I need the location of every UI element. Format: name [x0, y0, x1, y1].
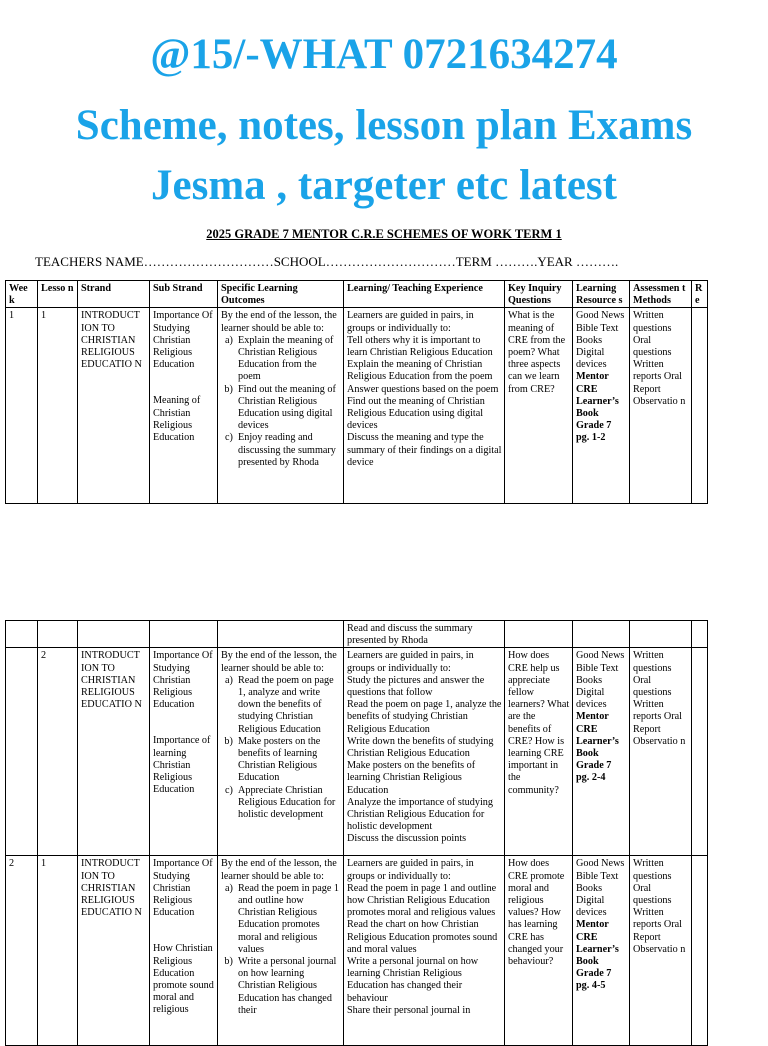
outcomes-intro: By the end of the lesson, the learner should be able to:: [221, 310, 337, 334]
header-experience: Learning/ Teaching Experience: [344, 281, 505, 308]
advert-line-2: Scheme, notes, lesson plan Exams: [75, 102, 693, 149]
cell-sub-strand: [150, 856, 218, 1046]
resources-book: Mentor CRE Learner’s Book Grade 7 pg. 2-4: [576, 711, 619, 784]
header-outcomes: Specific Learning Outcomes: [218, 281, 344, 308]
cell-resources: [573, 856, 630, 1046]
cell-week: [6, 648, 38, 856]
resources-list: Good News Bible Text Books Digital devices: [576, 650, 625, 711]
outcome-item: a. Explain the meaning of Christian Religious Education from the poem: [238, 335, 341, 384]
resources-list: Good News Bible Text Books Digital devices: [576, 310, 625, 371]
experience-line: Answer questions based on the poem: [347, 383, 499, 395]
outcomes-intro: By the end of the lesson, the learner should be able to:: [221, 650, 337, 674]
cell-outcomes: [218, 856, 344, 1046]
cell-empty: [150, 621, 218, 648]
experience-line: Write a personal journal on how learning Christian Religious Education has changed their behaviour: [347, 956, 479, 1004]
scheme-table-page-1: [5, 280, 708, 504]
cell-inquiry: What is the meaning of CRE from the poem? What three aspects can we learn from CRE?: [505, 308, 573, 504]
cell-empty: [6, 621, 38, 648]
experience-line: Learners are guided in pairs, in groups or individually to:: [347, 650, 474, 674]
outcome-item: b. Find out the meaning of Christian Religious Education using digital devices: [238, 384, 341, 433]
cell-strand: INTRODUCT ION TO CHRISTIAN RELIGIOUS EDUCATIO N: [78, 308, 150, 504]
table-row-continuation: [6, 621, 708, 648]
advert-line-1: @15/-WHAT 0721634274: [150, 31, 618, 78]
header-remarks: R e: [692, 281, 708, 308]
cell-assessment: Written questions Oral questions Written reports Oral Report Observatio n: [630, 648, 692, 856]
cell-remarks: [692, 856, 708, 1046]
experience-line: Learners are guided in pairs, in groups or individually to:: [347, 858, 474, 882]
cell-week: 1: [6, 308, 38, 504]
experience-line: Find out the meaning of Christian Religious Education using digital devices: [347, 395, 485, 432]
cell-inquiry: How does CRE help us appreciate fellow learners? What are the benefits of CRE? How is learning CRE important in the community?: [505, 648, 573, 856]
experience-line: Study the pictures and answer the questions that follow: [347, 674, 485, 699]
sub-strand-detail: Importance of learning Christian Religious Education: [153, 735, 211, 796]
cell-empty: [692, 621, 708, 648]
cell-assessment: Written questions Oral questions Written reports Oral Report Observatio n: [630, 856, 692, 1046]
outcome-item: c. Appreciate Christian Religious Education for holistic development: [238, 785, 341, 822]
sub-strand-main: Importance Of Studying Christian Religious Education: [153, 310, 213, 371]
outcome-item: b. Write a personal journal on how learning Christian Religious Education has changed their: [238, 956, 341, 1017]
cell-week: 2: [6, 856, 38, 1046]
header-strand: Strand: [78, 281, 150, 308]
cell-outcomes: [218, 648, 344, 856]
table-row: [6, 648, 708, 856]
sub-strand-detail: Meaning of Christian Religious Education: [153, 395, 201, 444]
cell-remarks: [692, 308, 708, 504]
experience-line: Make posters on the benefits of learning Christian Religious Education: [347, 760, 476, 796]
cell-strand: INTRODUCT ION TO CHRISTIAN RELIGIOUS EDUCATIO N: [78, 856, 150, 1046]
header-lesson: Lesso n: [38, 281, 78, 308]
experience-line: Read the poem in page 1 and outline how Christian Religious Education promotes moral and religious values: [347, 882, 497, 919]
sub-strand-detail: How Christian Religious Education promote sound moral and religious: [153, 943, 214, 1016]
cell-empty: [505, 621, 573, 648]
cell-sub-strand: [150, 648, 218, 856]
cell-experience: [344, 856, 505, 1046]
document-title: 2025 GRADE 7 MENTOR C.R.E SCHEMES OF WORK TERM 1: [206, 227, 562, 241]
cell-empty: [38, 621, 78, 648]
resources-book: Mentor CRE Learner’s Book Grade 7 pg. 4-5: [576, 919, 619, 992]
scheme-table-page-2: [5, 620, 708, 1046]
cell-empty: [218, 621, 344, 648]
experience-line: Read the chart on how Christian Religious Education promotes sound and moral values: [347, 919, 498, 955]
outcome-item: a. Read the poem on page 1, analyze and write down the benefits of studying Christian Religious Education: [238, 675, 341, 736]
outcome-item: b. Make posters on the benefits of learning Christian Religious Education: [238, 736, 341, 785]
outcome-item: a. Read the poem in page 1 and outline how Christian Religious Education promotes moral and religious values: [238, 883, 341, 956]
cell-experience: [344, 648, 505, 856]
table-header-row: [6, 281, 708, 308]
sub-strand-main: Importance Of Studying Christian Religious Education: [153, 650, 213, 711]
cell-lesson: 1: [38, 308, 78, 504]
experience-line: Learners are guided in pairs, in groups or individually to:: [347, 310, 474, 334]
experience-line: Analyze the importance of studying Christian Religious Education for holistic development: [347, 796, 493, 833]
experience-line: Discuss the discussion points: [347, 833, 467, 845]
table-row: [6, 856, 708, 1046]
cell-inquiry: How does CRE promote moral and religious values? How has learning CRE has changed your behaviour?: [505, 856, 573, 1046]
cell-lesson: 2: [38, 648, 78, 856]
cell-lesson: 1: [38, 856, 78, 1046]
cell-experience: Read and discuss the summary presented by Rhoda: [344, 621, 505, 648]
cell-resources: [573, 648, 630, 856]
cell-outcomes: [218, 308, 344, 504]
experience-line: Share their personal journal in: [347, 1004, 471, 1016]
cell-empty: [573, 621, 630, 648]
outcome-item: c. Enjoy reading and discussing the summary presented by Rhoda: [238, 432, 341, 469]
cell-assessment: Written questions Oral questions Written reports Oral Report Observatio n: [630, 308, 692, 504]
header-assessment: Assessmen t Methods: [630, 281, 692, 308]
experience-line: Write down the benefits of studying Christian Religious Education: [347, 735, 494, 760]
advert-line-3: Jesma , targeter etc latest: [151, 162, 617, 209]
cell-resources: [573, 308, 630, 504]
table-row: [6, 308, 708, 504]
cell-strand: INTRODUCT ION TO CHRISTIAN RELIGIOUS EDUCATIO N: [78, 648, 150, 856]
experience-line: Read the poem on page 1, analyze the benefits of studying Christian Religious Education: [347, 699, 502, 735]
cell-sub-strand: [150, 308, 218, 504]
experience-line: Discuss the meaning and type the summary of their findings on a digital device: [347, 432, 502, 468]
experience-line: Tell others why it is important to learn Christian Religious Education: [347, 334, 493, 359]
experience-line: Explain the meaning of Christian Religious Education from the poem: [347, 359, 493, 383]
cell-empty: [78, 621, 150, 648]
cell-experience: [344, 308, 505, 504]
header-resources: Learning Resource s: [573, 281, 630, 308]
header-inquiry: Key Inquiry Questions: [505, 281, 573, 308]
cell-empty: [630, 621, 692, 648]
teacher-details-line: TEACHERS NAME…………………………SCHOOL…………………………TERM ……….YEAR ……….: [35, 254, 619, 269]
resources-list: Good News Bible Text Books Digital devices: [576, 858, 625, 919]
cell-remarks: [692, 648, 708, 856]
header-sub-strand: Sub Strand: [150, 281, 218, 308]
resources-book: Mentor CRE Learner’s Book Grade 7 pg. 1-2: [576, 371, 619, 444]
header-week: Wee k: [6, 281, 38, 308]
outcomes-intro: By the end of the lesson, the learner should be able to:: [221, 858, 337, 882]
sub-strand-main: Importance Of Studying Christian Religious Education: [153, 858, 213, 919]
